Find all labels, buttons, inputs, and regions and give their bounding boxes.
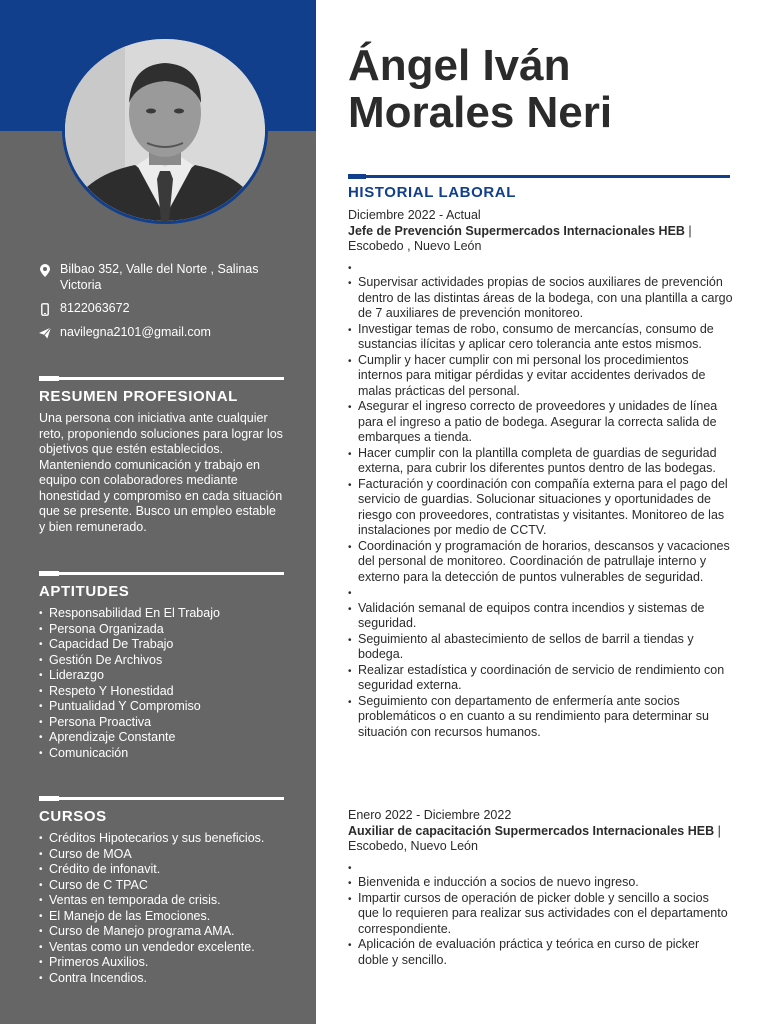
- list-item: • Asegurar el ingreso correcto de proveedores y unidades de línea para el ingreso a patio de bodega. Asegurar la correcta salida de embarques a tienda.: [348, 399, 733, 446]
- phone-icon: [39, 303, 51, 316]
- list-item: • Seguimiento al abastecimiento de sellos de barril a tiendas y bodega.: [348, 632, 733, 663]
- list-item: • Curso de C TPAC: [39, 878, 284, 894]
- name-line-1: Ángel Iván: [348, 41, 571, 90]
- list-item: [348, 260, 733, 276]
- list-item: • Curso de Manejo programa AMA.: [39, 924, 284, 940]
- list-item: [348, 585, 733, 601]
- list-item: • Supervisar actividades propias de socios auxiliares de prevención dentro de las distintas áreas de la bodega, con una plantilla a cargo de 7 auxiliares de prevención monitoreo.: [348, 275, 733, 322]
- list-item: • Aplicación de evaluación práctica y teórica en curso de picker doble y sencillo.: [348, 937, 733, 968]
- resumen-text: Una persona con iniciativa ante cualquier reto, proponiendo soluciones para lograr los objetivos que estén establecidos. Manteniendo comunicación y trabajo en equipo con colaboradores mediante honestidad y compromiso en cada situación que se presente. Busco un empleo estable y bien remunerado.: [39, 411, 283, 534]
- job-entry-2: [348, 808, 733, 968]
- list-item: • Puntualidad Y Compromiso: [39, 699, 284, 715]
- job-entry-1: [348, 208, 733, 740]
- job-position: Jefe de Prevención Supermercados Internacionales HEB: [348, 223, 685, 238]
- list-item: • El Manejo de las Emociones.: [39, 909, 284, 925]
- send-icon: [39, 327, 51, 339]
- list-item: • Coordinación y programación de horarios, descansos y vacaciones del personal de monitoreo. Coordinación de patrullaje interno y externo para la detección de puntos vulnerables de seguridad.: [348, 539, 733, 586]
- resumen-title: RESUMEN PROFESIONAL: [39, 388, 238, 405]
- list-item: [348, 860, 733, 876]
- list-item: • Bienvenida e inducción a socios de nuevo ingreso.: [348, 875, 733, 891]
- list-item: • Contra Incendios.: [39, 971, 284, 987]
- list-item: • Liderazgo: [39, 668, 284, 684]
- section-divider: [39, 377, 284, 380]
- list-item: • Capacidad De Trabajo: [39, 637, 284, 653]
- cursos-list: [39, 831, 284, 986]
- job-duties: [348, 860, 733, 969]
- list-item: • Ventas como un vendedor excelente.: [39, 940, 284, 956]
- job-location: | Escobedo , Nuevo León: [348, 223, 692, 253]
- list-item: • Impartir cursos de operación de picker doble y sencillo a socios que lo requieren para realizar sus actividades con el departamento correspondiente.: [348, 891, 733, 938]
- list-item: • Investigar temas de robo, consumo de mercancías, consumo de sustancias ilícitas y aplicar cero tolerancia ante estos mismos.: [348, 322, 733, 353]
- contact-phone: [39, 301, 299, 317]
- contact-email: [39, 325, 299, 341]
- address-text: Bilbao 352, Valle del Norte , Salinas Victoria: [60, 262, 259, 292]
- cursos-section: [39, 797, 284, 986]
- resumen-section: [39, 377, 284, 535]
- name-line-2: Morales Neri: [348, 88, 613, 137]
- list-item: • Crédito de infonavit.: [39, 862, 284, 878]
- list-item: • Realizar estadística y coordinación de servicio de rendimiento con seguridad externa.: [348, 663, 733, 694]
- contact-info: [39, 262, 299, 348]
- job-location: | Escobedo, Nuevo León: [348, 823, 721, 853]
- phone-text: 8122063672: [60, 301, 130, 315]
- list-item: • Hacer cumplir con la plantilla completa de guardias de seguridad externa, para cubrir los diferentes puntos dentro de las bodegas.: [348, 446, 733, 477]
- location-pin-icon: [39, 264, 51, 277]
- list-item: • Validación semanal de equipos contra incendios y sistemas de seguridad.: [348, 601, 733, 632]
- list-item: • Gestión De Archivos: [39, 653, 284, 669]
- list-item: • Responsabilidad En El Trabajo: [39, 606, 284, 622]
- section-divider: [39, 572, 284, 575]
- list-item: • Comunicación: [39, 746, 284, 762]
- contact-address: [39, 262, 299, 293]
- list-item: • Seguimiento con departamento de enfermería ante socios problemáticos o en cuanto a su rendimiento para determinar su situación con recursos humanos.: [348, 694, 733, 741]
- list-item: • Persona Proactiva: [39, 715, 284, 731]
- list-item: • Créditos Hipotecarios y sus beneficios.: [39, 831, 284, 847]
- job-duties: [348, 260, 733, 741]
- job-position: Auxiliar de capacitación Supermercados Internacionales HEB: [348, 823, 715, 838]
- list-item: • Aprendizaje Constante: [39, 730, 284, 746]
- aptitudes-title: APTITUDES: [39, 583, 130, 600]
- historial-title: HISTORIAL LABORAL: [348, 184, 516, 201]
- list-item: • Facturación y coordinación con compañía externa para el pago del servicio de guardias. Solucionar situaciones y oportunidades de riesgo con proveedores, contratistas y visitantes. Monitoreo de las instalaciones por medio de CCTV.: [348, 477, 733, 539]
- candidate-name: [348, 42, 748, 136]
- cursos-title: CURSOS: [39, 808, 107, 825]
- list-item: • Cumplir y hacer cumplir con mi personal los procedimientos internos para mitigar pérdidas y evitar accidentes derivados de malas prácticas del personal.: [348, 353, 733, 400]
- job-dates: Diciembre 2022 - Actual: [348, 208, 481, 222]
- aptitudes-section: [39, 572, 284, 761]
- job-heading: [348, 824, 733, 855]
- list-item: • Primeros Auxilios.: [39, 955, 284, 971]
- section-divider: [39, 797, 284, 800]
- profile-photo: [62, 36, 268, 224]
- list-item: • Persona Organizada: [39, 622, 284, 638]
- job-dates: Enero 2022 - Diciembre 2022: [348, 808, 512, 822]
- list-item: • Respeto Y Honestidad: [39, 684, 284, 700]
- aptitudes-list: [39, 606, 284, 761]
- job-heading: [348, 224, 733, 255]
- section-divider: [348, 175, 730, 178]
- email-link[interactable]: navilegna2101@gmail.com: [60, 324, 211, 339]
- list-item: • Curso de MOA: [39, 847, 284, 863]
- list-item: • Ventas en temporada de crisis.: [39, 893, 284, 909]
